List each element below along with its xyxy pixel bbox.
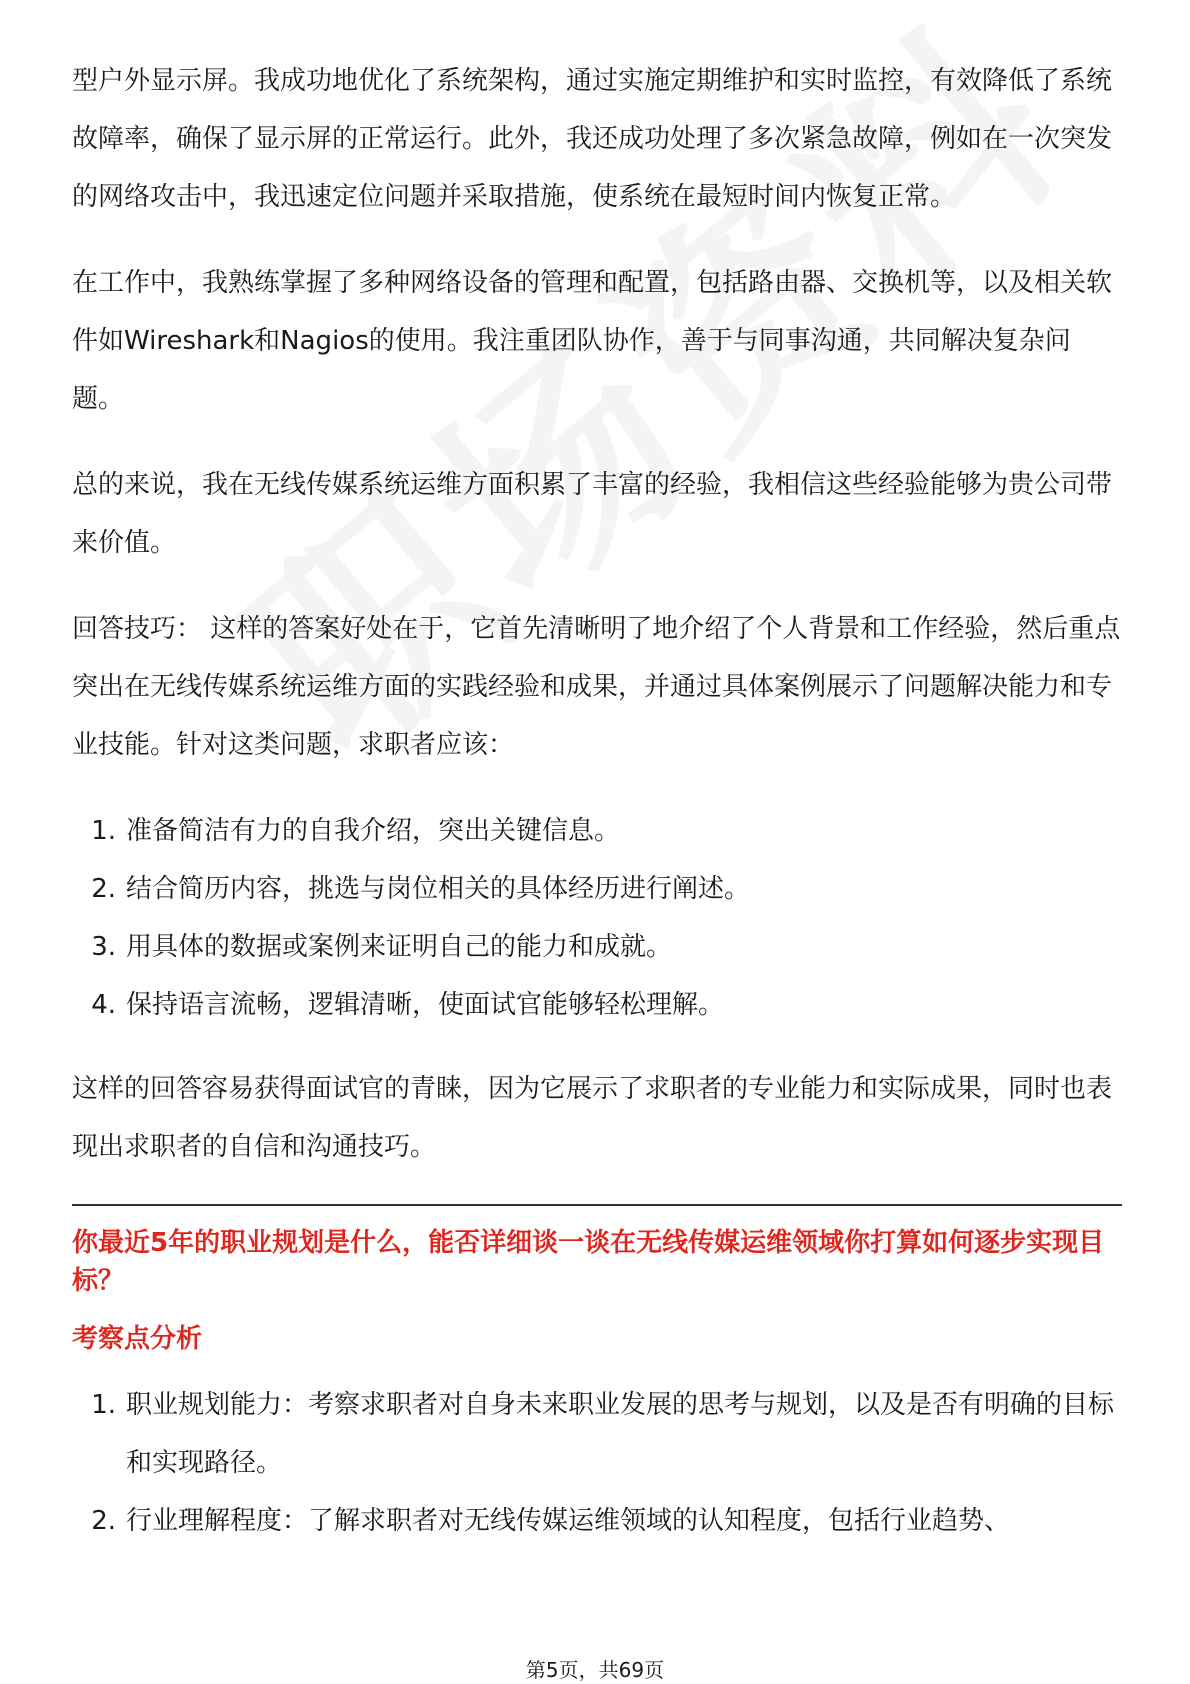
analysis-points-list: [72, 1376, 1122, 1550]
paragraph-answer-tips: 回答技巧： 这样的答案好处在于，它首先清晰明了地介绍了个人背景和工作经验，然后重点突出在无线传媒系统运维方面的实践经验和成果，并通过具体案例展示了问题解决能力和专业技能。针对这类问题，求职者应该：: [72, 614, 1121, 760]
list-text: 职业规划能力：考察求职者对自身未来职业发展的思考与规划，以及是否有明确的目标和实现路径。: [126, 1390, 1115, 1478]
list-text: 保持语言流畅，逻辑清晰，使面试官能够轻松理解。: [126, 990, 725, 1020]
section-title: 考察点分析: [72, 1324, 203, 1354]
list-item: [72, 976, 1122, 1034]
list-number: 4.: [91, 990, 116, 1020]
list-item: [72, 802, 1122, 860]
page-footer: 第5页，共69页: [525, 1658, 665, 1682]
list-item: [72, 1376, 1122, 1492]
list-number: 1.: [91, 1390, 116, 1420]
paragraph-summary: 总的来说，我在无线传媒系统运维方面积累了丰富的经验，我相信这些经验能够为贵公司带来价值。: [72, 470, 1113, 558]
paragraph-experience: 型户外显示屏。我成功地优化了系统架构，通过实施定期维护和实时监控，有效降低了系统故障率，确保了显示屏的正常运行。此外，我还成功处理了多次紧急故障，例如在一次突发的网络攻击中，我迅速定位问题并采取措施，使系统在最短时间内恢复正常。: [72, 66, 1113, 212]
tips-list: [72, 802, 1122, 1034]
list-item: [72, 1492, 1122, 1550]
list-text: 行业理解程度：了解求职者对无线传媒运维领域的认知程度，包括行业趋势、: [126, 1506, 1011, 1536]
section-divider: [72, 1204, 1122, 1206]
list-text: 准备简洁有力的自我介绍，突出关键信息。: [126, 816, 621, 846]
page-content: [72, 52, 1122, 1550]
question-heading: 你最近5年的职业规划是什么，能否详细谈一谈在无线传媒运维领域你打算如何逐步实现目标？: [72, 1228, 1105, 1296]
list-text: 结合简历内容，挑选与岗位相关的具体经历进行阐述。: [126, 874, 751, 904]
list-number: 1.: [91, 816, 116, 846]
list-number: 2.: [91, 874, 116, 904]
list-number: 2.: [91, 1506, 116, 1536]
paragraph-skills: 在工作中，我熟练掌握了多种网络设备的管理和配置，包括路由器、交换机等，以及相关软件如Wireshark和Nagios的使用。我注重团队协作，善于与同事沟通，共同解决复杂问题。: [72, 268, 1113, 414]
list-item: [72, 918, 1122, 976]
list-number: 3.: [91, 932, 116, 962]
paragraph-closing: 这样的回答容易获得面试官的青睐，因为它展示了求职者的专业能力和实际成果，同时也表现出求职者的自信和沟通技巧。: [72, 1074, 1113, 1162]
list-item: [72, 860, 1122, 918]
list-text: 用具体的数据或案例来证明自己的能力和成就。: [126, 932, 673, 962]
